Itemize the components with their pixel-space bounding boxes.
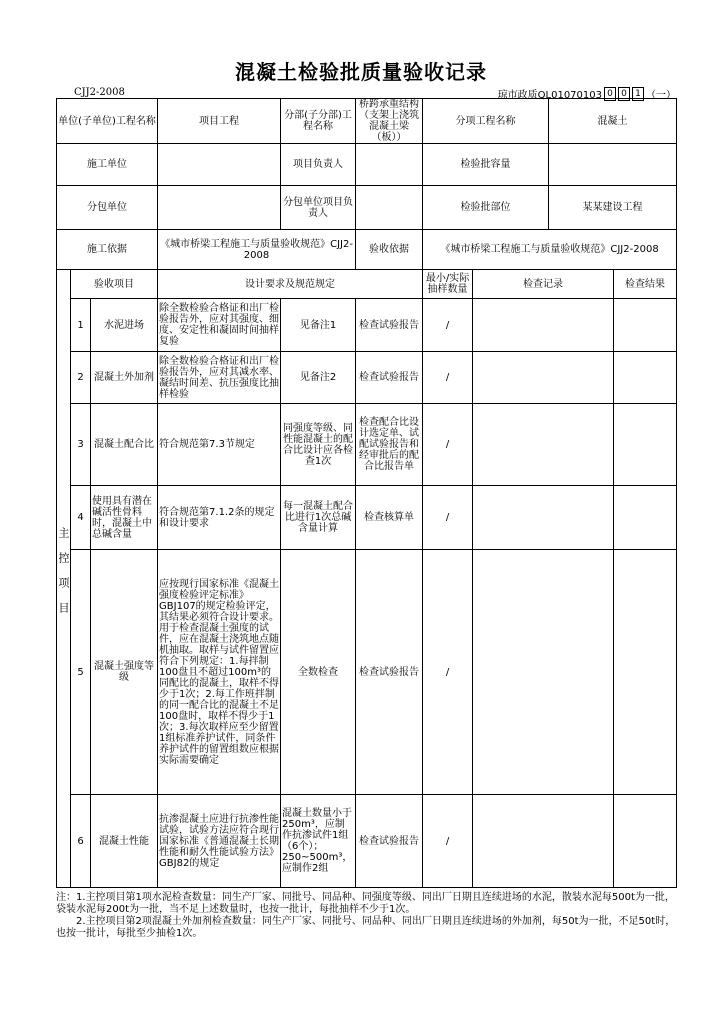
unit-label: 单位(子单位)工程名称 (57, 99, 158, 144)
row-requirement: 应按现行国家标准《混凝土强度检验评定标准》GBJ107的规定检验评定，其结果必须符合设计要求。用于检查混凝土强度的试件，应在混凝土浇筑地点随机抽取。取样与试件留置应符合下列规定：1.每拌制100盘且不超过100m³的同配比的混凝土，取样不得少于1次；2.每工作班拌制的同一配合比的混凝土不足100盘时，取样不得少于1次；3.每次取样应至少留置1组标准养护试件，同条件养护试件的留置组数应根据实际需要确定 (158, 550, 281, 795)
row-result[interactable] (614, 486, 677, 550)
col-record: 检查记录 (473, 270, 614, 299)
side-label: 主控项目 (57, 527, 70, 627)
row-requirement: 符合规范第7.1.2条的规定和设计要求 (158, 486, 281, 550)
row-method: 检查试验报告 (356, 352, 423, 404)
col-sample: 最小/实际抽样数量 (423, 270, 473, 299)
row-method: 检查试验报告 (356, 550, 423, 795)
row-number: 1 (71, 299, 91, 352)
row-scope: 见备注2 (281, 352, 356, 404)
project-manager-value[interactable] (356, 144, 423, 186)
acceptance-basis-label: 验收依据 (356, 230, 423, 270)
row-item: 水泥进场 (91, 299, 158, 352)
row-method: 检查配合比设计选定单、试配试验报告和经审批后的配合比报告单 (356, 404, 423, 486)
standard-code: CJJ2-2008 (74, 87, 125, 98)
row-item: 混凝土强度等级 (91, 550, 158, 795)
note-2: 2.主控项目第2项混凝土外加剂检查数量：同生产厂家、同批号、同品种、同出厂日期且连续进场的外加剂，每50t为一批，不足50t时，也按一批计，每批至少抽检1次。 (56, 916, 676, 939)
table-row (57, 352, 677, 404)
basis-value[interactable]: 《城市桥梁工程施工与质量验收规范》CJJ2-2008 (158, 230, 356, 270)
row-requirement: 除全数检验合格证和出厂检验报告外，应对其减水率、凝结时间差、抗压强度比抽样检验 (158, 352, 281, 404)
form-number-prefix: 琼市政质QL01070103 (497, 90, 602, 101)
basis-label: 施工依据 (57, 230, 158, 270)
row-number: 4 (71, 486, 91, 550)
notes (56, 892, 680, 940)
batch-capacity-value[interactable] (549, 144, 677, 186)
row-item: 混凝土性能 (91, 795, 158, 888)
row-record[interactable] (473, 550, 614, 795)
row-requirement: 除全数检验合格证和出厂检验报告外，应对其强度、细度、安定性和凝固时间抽样复验 (158, 299, 281, 352)
subitem-label: 分项工程名称 (423, 99, 549, 144)
row-method: 检查试验报告 (356, 795, 423, 888)
row-result[interactable] (614, 795, 677, 888)
form-number-suffix: （一） (646, 90, 676, 101)
row-record[interactable] (473, 404, 614, 486)
row-sample[interactable]: / (423, 486, 473, 550)
row-record[interactable] (473, 795, 614, 888)
construction-unit-label: 施工单位 (57, 144, 158, 186)
form-digit[interactable]: 0 (604, 87, 616, 101)
table-row (57, 550, 677, 795)
row-result[interactable] (614, 299, 677, 352)
side-label-cell (57, 270, 71, 888)
row-number: 6 (71, 795, 91, 888)
row-scope: 同强度等级、同性能混凝土的配合比设计应各检查1次 (281, 404, 356, 486)
unit-value[interactable]: 项目工程 (158, 99, 281, 144)
row-record[interactable] (473, 299, 614, 352)
row-number: 2 (71, 352, 91, 404)
table-row (57, 486, 677, 550)
row-method: 检查试验报告 (356, 299, 423, 352)
row-requirement: 抗渗混凝土应进行抗渗性能试验，试验方法应符合现行国家标准《普通混凝土长期性能和耐久性能试验方法》GBJ82的规定 (158, 795, 281, 888)
row-scope: 每一混凝土配合比进行1次总碱含量计算 (281, 486, 356, 550)
row-item: 使用具有潜在碱活性骨料时，混凝土中总碱含量 (91, 486, 158, 550)
row-scope: 见备注1 (281, 299, 356, 352)
page-title: 混凝土检验批质量验收记录 (235, 60, 487, 84)
row-result[interactable] (614, 352, 677, 404)
row-method: 检查核算单 (356, 486, 423, 550)
row-number: 3 (71, 404, 91, 486)
construction-unit-value[interactable] (158, 144, 281, 186)
row-scope: 混凝土数量小于250m³，应制作抗渗试件1组（6个）；250~500m³，应制作2组 (281, 795, 356, 888)
table-row (57, 299, 677, 352)
row-number: 5 (71, 550, 91, 795)
row-result[interactable] (614, 550, 677, 795)
table-row (57, 404, 677, 486)
row-record[interactable] (473, 486, 614, 550)
row-scope: 全数检查 (281, 550, 356, 795)
division-label: 分部(子分部)工程名称 (281, 99, 356, 144)
row-sample[interactable]: / (423, 550, 473, 795)
col-design: 设计要求及规范规定 (158, 270, 423, 299)
subitem-value[interactable]: 混凝土 (549, 99, 677, 144)
row-requirement: 符合规范第7.3节规定 (158, 404, 281, 486)
form-digit[interactable]: 0 (618, 87, 630, 101)
batch-location-label: 检验批部位 (423, 186, 549, 230)
row-result[interactable] (614, 404, 677, 486)
row-sample[interactable]: / (423, 352, 473, 404)
table-row (57, 795, 677, 888)
subcontract-unit-value[interactable] (158, 186, 281, 230)
form-digit[interactable]: 1 (632, 87, 644, 101)
project-manager-label: 项目负责人 (281, 144, 356, 186)
subcontract-unit-label: 分包单位 (57, 186, 158, 230)
note-1: 注：1.主控项目第1项水泥检查数量：同生产厂家、同批号、同品种、同强度等级、同出厂日期且连续进场的水泥，散装水泥每500t为一批，袋装水泥每200t为一批，当不足上述数量时，也按一批计，每批抽样不少于1次。 (56, 892, 675, 915)
row-item: 混凝土配合比 (91, 404, 158, 486)
batch-location-value[interactable]: 某某建设工程 (549, 186, 677, 230)
col-item: 验收项目 (71, 270, 158, 299)
col-result: 检查结果 (614, 270, 677, 299)
inspection-table (56, 98, 677, 888)
subcontract-manager-label: 分包单位项目负责人 (281, 186, 356, 230)
batch-capacity-label: 检验批容量 (423, 144, 549, 186)
row-record[interactable] (473, 352, 614, 404)
acceptance-basis-value[interactable]: 《城市桥梁工程施工与质量验收规范》CJJ2-2008 (423, 230, 677, 270)
row-sample[interactable]: / (423, 404, 473, 486)
division-value[interactable]: 桥跨承重结构（支架上浇筑混凝土梁（板）） (356, 99, 423, 144)
row-item: 混凝土外加剂 (91, 352, 158, 404)
row-sample[interactable]: / (423, 299, 473, 352)
row-sample[interactable]: / (423, 795, 473, 888)
subcontract-manager-value[interactable] (356, 186, 423, 230)
